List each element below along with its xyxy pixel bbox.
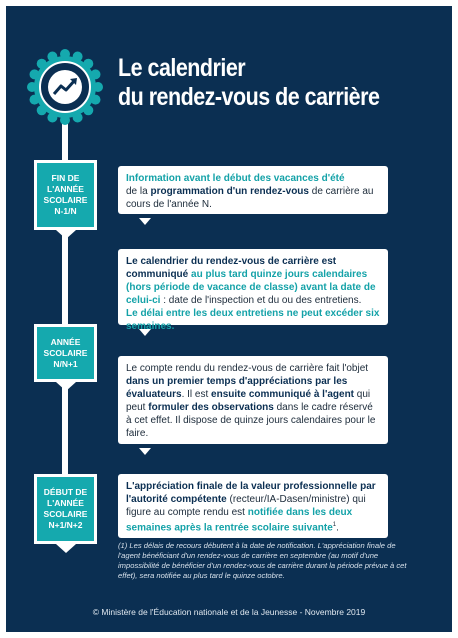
down-arrow-icon <box>139 448 151 455</box>
tag-line: FIN DE <box>51 173 80 183</box>
box-text: de la <box>126 186 151 197</box>
box-text: Le calendrier du rendez-vous de carrière est communiqué <box>126 256 337 280</box>
poster <box>6 6 452 632</box>
footnote: (1) Les délais de recours débutent à la date de notification. L'appréciation finale de l'agent bénéficiant d'un rendez-vous de carrière en septembre (au motif d'une impossibilité de bénéficier d'un rendez-vous de carrière durant la période prévue à cet effet), sera notifiée au plus tard le quinze octobre. <box>118 541 407 580</box>
box-text: formuler des observations <box>148 402 274 413</box>
info-box-4 <box>118 474 388 538</box>
tag-line: N-1/N <box>54 206 77 216</box>
tag-line: SCOLAIRE <box>43 195 88 205</box>
tag-line: ANNÉE <box>50 336 81 347</box>
tag-line: L'ANNÉE <box>47 184 84 194</box>
box-text: (recteur/IA-Dasen/ministre) qui figure au compte rendu est <box>126 494 366 518</box>
box-text: dans un premier temps d'appréciations par les évaluateurs <box>126 376 348 400</box>
title-line-2: du rendez-vous de carrière <box>118 83 380 111</box>
tag-line: L'ANNÉE <box>47 498 84 508</box>
box-text: Information avant le début des vacances d'été <box>126 173 345 184</box>
info-box-2 <box>118 249 388 332</box>
tag-line: N+1/N+2 <box>48 520 83 530</box>
tag-line: N/N+1 <box>53 358 78 369</box>
box-text: notifiée dans les deux semaines après la rentrée scolaire suivante <box>126 507 353 534</box>
box-text: programmation d'un rendez-vous <box>150 186 309 197</box>
title-line-1: Le calendrier <box>118 54 246 82</box>
info-box-1 <box>118 166 388 214</box>
footnote-ref: 1 <box>332 522 337 528</box>
down-arrow-icon <box>139 218 151 225</box>
box-text: ensuite communiqué à l'agent <box>211 389 355 400</box>
period-tag-school-year <box>34 324 97 382</box>
box-text: . Il est <box>181 389 212 400</box>
box-text: dans le cadre réservé à cet effet. Il dispose de quinze jours calendaires pour le faire. <box>126 402 376 439</box>
box-text: L'appréciation finale de la valeur professionnelle par l'autorité compétente <box>126 481 376 505</box>
box-text: : date de l'inspection et du ou des entretiens. <box>160 295 362 306</box>
tag-line: DÉBUT DE <box>43 487 88 497</box>
box-text: Le compte rendu du rendez-vous de carrière fait l'objet <box>126 363 369 374</box>
box-text: au plus tard quinze jours calendaires (hors période de vacance de classe) avant la date de celui-ci <box>126 269 376 306</box>
box-text: qui peut <box>126 389 371 413</box>
down-arrow-icon <box>139 329 151 336</box>
info-box-3 <box>118 356 388 444</box>
page-title <box>118 54 379 112</box>
box-text: de carrière au cours de l'année N. <box>126 186 374 210</box>
period-tag-start-year <box>34 474 97 544</box>
tag-line: SCOLAIRE <box>43 509 88 519</box>
period-tag-end-year <box>34 160 97 230</box>
trend-chart-icon <box>27 49 103 125</box>
copyright: © Ministère de l'Éducation nationale et de la Jeunesse - Novembre 2019 <box>92 607 366 617</box>
box-text: . <box>336 522 339 534</box>
box-text: Le délai entre les deux entretiens ne peut excéder six semaines. <box>126 308 380 332</box>
tag-line: SCOLAIRE <box>43 347 88 358</box>
